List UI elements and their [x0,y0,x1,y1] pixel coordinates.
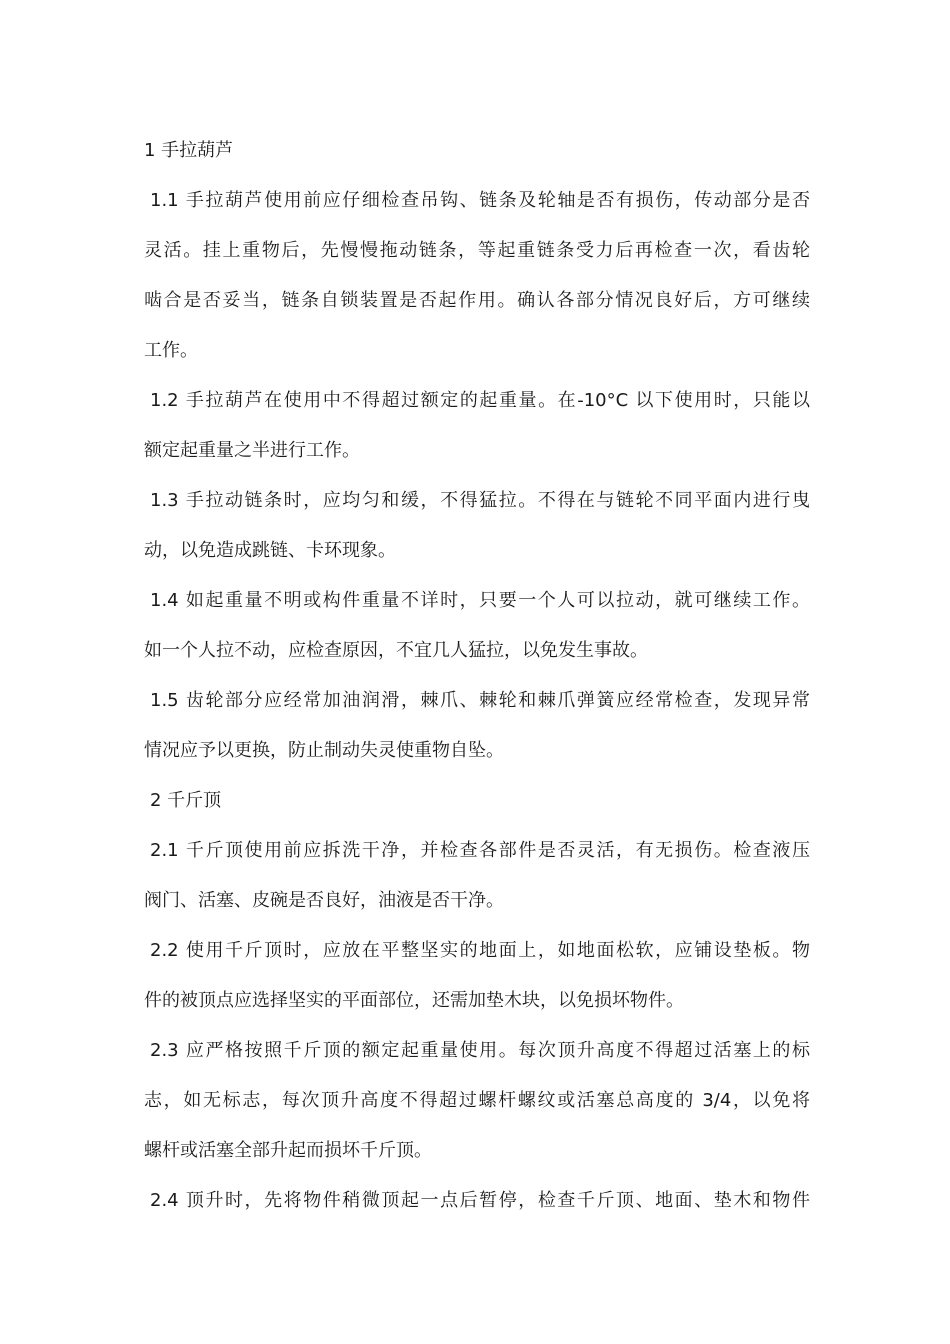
heading-2: 2 千斤顶 [150,790,222,811]
heading-1: 1 手拉葫芦 [144,140,234,161]
paragraph-line: 1.2 手拉葫芦在使用中不得超过额定的起重量。在-10°C 以下使用时，只能以 [150,390,810,411]
paragraph-line: 1.3 手拉动链条时，应均匀和缓，不得猛拉。不得在与链轮不同平面内进行曳 [150,490,810,511]
paragraph-line: 工作。 [144,340,198,361]
paragraph-line: 螺杆或活塞全部升起而损坏千斤顶。 [144,1140,432,1161]
paragraph-line: 1.4 如起重量不明或构件重量不详时，只要一个人可以拉动，就可继续工作。 [150,590,810,611]
paragraph-line: 2.4 顶升时，先将物件稍微顶起一点后暂停，检查千斤顶、地面、垫木和物件 [150,1190,810,1211]
paragraph-line: 如一个人拉不动，应检查原因，不宜几人猛拉，以免发生事故。 [144,640,648,661]
document-body [144,131,810,1231]
paragraph-line: 2.1 千斤顶使用前应拆洗干净，并检查各部件是否灵活，有无损伤。检查液压 [150,840,810,861]
paragraph-line: 2.2 使用千斤顶时，应放在平整坚实的地面上，如地面松软，应铺设垫板。物 [150,940,810,961]
paragraph-line: 2.3 应严格按照千斤顶的额定起重量使用。每次顶升高度不得超过活塞上的标 [150,1040,810,1061]
paragraph-line: 啮合是否妥当，链条自锁装置是否起作用。确认各部分情况良好后，方可继续 [144,290,810,311]
paragraph-line: 灵活。挂上重物后，先慢慢拖动链条，等起重链条受力后再检查一次，看齿轮 [144,240,810,261]
paragraph-line: 1.1 手拉葫芦使用前应仔细检查吊钩、链条及轮轴是否有损伤，传动部分是否 [150,190,810,211]
paragraph-line: 志，如无标志，每次顶升高度不得超过螺杆螺纹或活塞总高度的 3/4，以免将 [144,1090,810,1111]
paragraph-line: 动，以免造成跳链、卡环现象。 [144,540,396,561]
paragraph-line: 情况应予以更换，防止制动失灵使重物自坠。 [144,740,504,761]
paragraph-line: 件的被顶点应选择坚实的平面部位，还需加垫木块，以免损坏物件。 [144,990,684,1011]
paragraph-line: 阀门、活塞、皮碗是否良好，油液是否干净。 [144,890,504,911]
paragraph-line: 额定起重量之半进行工作。 [144,440,360,461]
paragraph-line: 1.5 齿轮部分应经常加油润滑，棘爪、棘轮和棘爪弹簧应经常检查，发现异常 [150,690,810,711]
